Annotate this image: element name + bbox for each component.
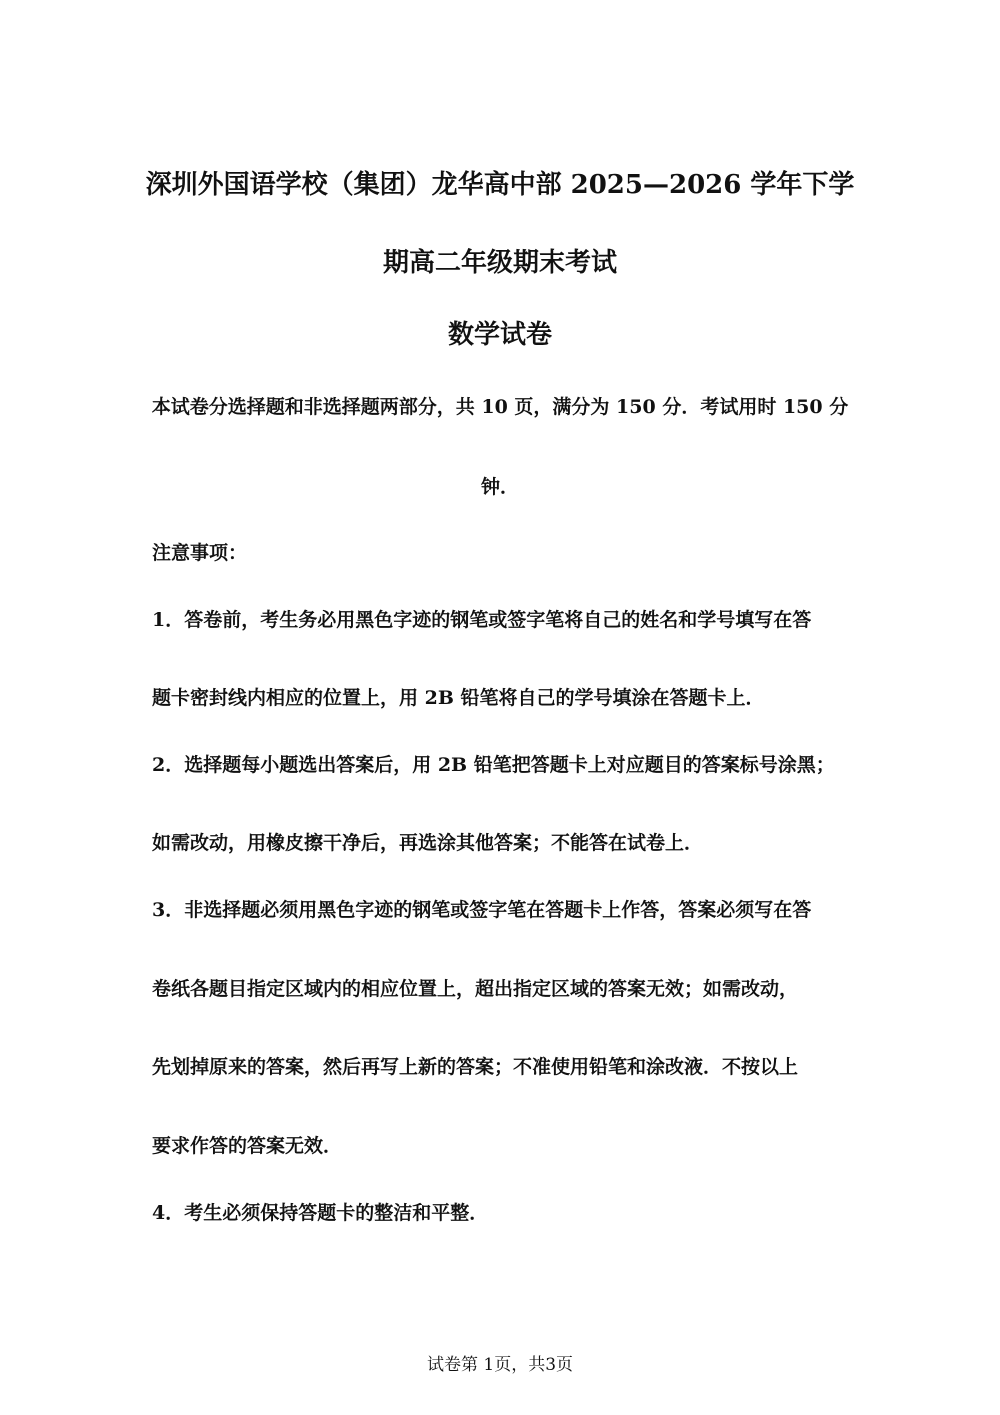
note-item-4-line-1: 4．考生必须保持答题卡的整洁和平整． <box>152 1202 489 1224</box>
intro-line-2: 钟． <box>480 476 519 498</box>
subject-title: 数学试卷 <box>447 320 552 350</box>
note-item-2-line-2: 如需改动，用橡皮擦干净后，再选涂其他答案；不能答在试卷上． <box>152 832 704 854</box>
note-item-3-line-1: 3．非选择题必须用黑色字迹的钢笔或签字笔在答题卡上作答，答案必须写在答 <box>152 899 812 921</box>
note-item-3-line-4: 要求作答的答案无效． <box>152 1135 343 1157</box>
exam-title-line-2: 期高二年级期末考试 <box>382 248 617 278</box>
intro-line-1: 本试卷分选择题和非选择题两部分，共 10 页，满分为 150 分．考试用时 150 分 <box>151 396 849 418</box>
note-item-3-line-2: 卷纸各题目指定区域内的相应位置上，超出指定区域的答案无效；如需改动， <box>152 978 799 1000</box>
page-footer: 试卷第 1页，共3页 <box>426 1355 574 1375</box>
note-item-2-line-1: 2．选择题每小题选出答案后，用 2B 铅笔把答题卡上对应题目的答案标号涂黑； <box>152 754 835 776</box>
note-item-1-line-2: 题卡密封线内相应的位置上，用 2B 铅笔将自己的学号填涂在答题卡上． <box>152 687 765 709</box>
note-item-1-line-1: 1．答卷前，考生务必用黑色字迹的钢笔或签字笔将自己的姓名和学号填写在答 <box>152 609 812 631</box>
exam-title-line-1: 深圳外国语学校（集团）龙华高中部 2025—2026 学年下学 <box>145 170 855 200</box>
note-item-3-line-3: 先划掉原来的答案，然后再写上新的答案；不准使用铅笔和涂改液．不按以上 <box>152 1056 799 1078</box>
notes-heading: 注意事项： <box>152 542 248 564</box>
